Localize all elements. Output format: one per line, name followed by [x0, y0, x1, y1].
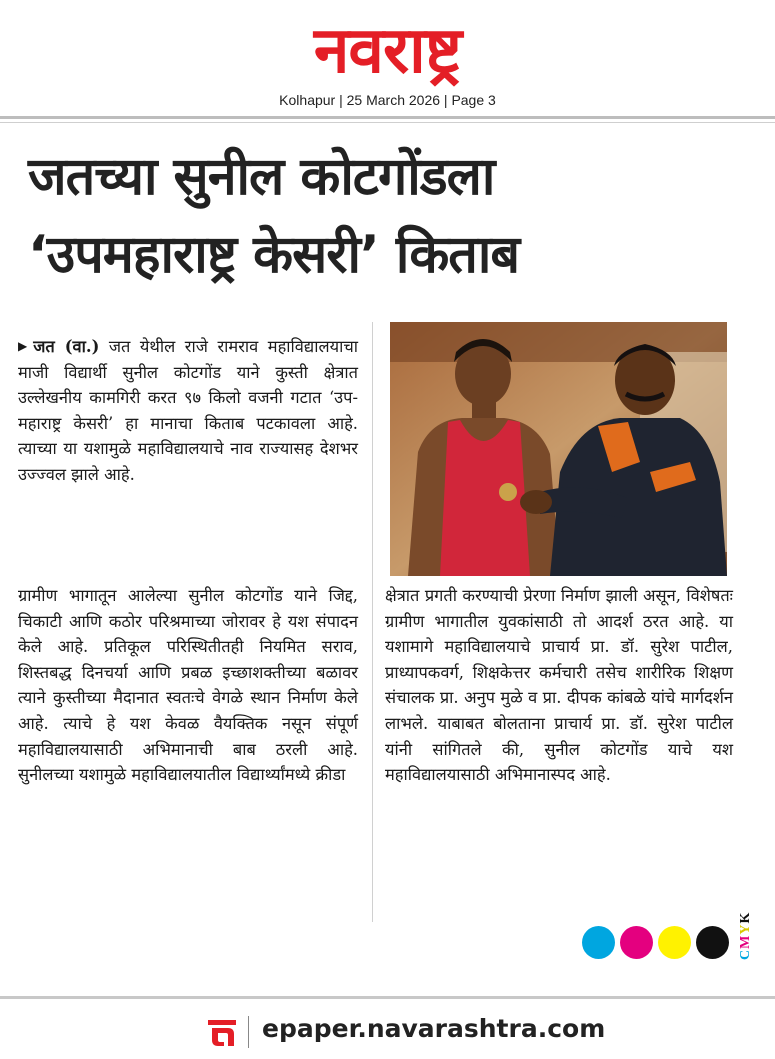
- footer-rule: [0, 996, 775, 999]
- article-column-left: [18, 583, 358, 788]
- article-column-left-top: [18, 334, 358, 488]
- article-column-right: [385, 583, 733, 788]
- masthead-rule: [0, 116, 775, 119]
- footer-separator: [248, 1016, 249, 1048]
- article-headline: [28, 138, 748, 294]
- headline-line-2: ‘उपमहाराष्ट्र केसरी’ किताब: [28, 225, 520, 285]
- headline-line-1: जतच्या सुनील कोटगोंडला: [28, 147, 495, 207]
- wrestler-felicitation-photo: [390, 322, 727, 576]
- masthead: [0, 0, 775, 118]
- masthead-rule-thin: [0, 122, 775, 123]
- lead-triangle-icon: ▶: [18, 339, 28, 353]
- magenta-dot: [620, 926, 653, 959]
- cyan-dot: [582, 926, 615, 959]
- navarashtra-small-logo-icon: [206, 1014, 238, 1048]
- lead-paragraph: [18, 334, 358, 488]
- black-dot: [696, 926, 729, 959]
- footer: [0, 1010, 775, 1054]
- yellow-dot: [658, 926, 691, 959]
- article-photo: [390, 322, 727, 576]
- edition-dateline: Kolhapur | 25 March 2026 | Page 3: [279, 92, 496, 108]
- cmyk-label: CMYK: [738, 911, 753, 960]
- body-paragraph-2: ग्रामीण भागातून आलेल्या सुनील कोटगोंड याने जिद्द, चिकाटी आणि कठोर परिश्रमाच्या जोरावर हे यश संपादन केले आहे. प्रतिकूल परिस्थितीतही नियमित सराव, शिस्तबद्ध दिनचर्या आणि प्रबळ इच्छाशक्तीच्या बळावर त्याने कुस्तीच्या मैदानात स्वतःचे वेगळे स्थान निर्माण केले आहे. त्याचे हे यश केवळ वैयक्तिक नसून संपूर्ण महाविद्यालयासाठी अभिमानाची बाब ठरली आहे. सुनीलच्या यशामुळे महाविद्यालयातील विद्यार्थ्यांमध्ये क्रीडा: [18, 586, 358, 785]
- lead-paragraph-text: जत येथील राजे रामराव महाविद्यालयाचा माजी विद्यार्थी सुनील कोटगोंड याने कुस्ती क्षेत्रात उल्लेखनीय कामगिरी करत ९७ किलो वजनी गटात ‘उप-महाराष्ट्र केसरी’ हा मानाचा किताब पटकावला आहे. त्याच्या या यशामुळे महाविद्यालयाचे नाव राज्यासह देशभर उज्ज्वल झाले आहे.: [18, 337, 358, 484]
- navarashtra-logo: नवराष्ट्र: [313, 14, 462, 88]
- lead-dateline: जत (वा.): [33, 337, 100, 356]
- cmyk-registration-dots: [578, 926, 733, 962]
- epaper-url-link[interactable]: epaper.navarashtra.com: [262, 1014, 606, 1043]
- column-divider: [372, 322, 373, 922]
- body-paragraph-3: क्षेत्रात प्रगती करण्याची प्रेरणा निर्माण झाली असून, विशेषतः ग्रामीण भागातील युवकांसाठी तो आदर्श ठरत आहे. या यशामागे महाविद्यालयाचे प्राचार्य प्रा. डॉ. सुरेश पाटील, प्राध्यापकवर्ग, शिक्षकेत्तर कर्मचारी तसेच शारीरिक शिक्षण संचालक प्रा. अनुप मुळे व प्रा. दीपक कांबळे यांचे मार्गदर्शन लाभले. याबाबत बोलताना प्राचार्य प्रा. डॉ. सुरेश पाटील यांनी सांगितले की, सुनील कोटगोंड याचे यश महाविद्यालयासाठी अभिमानास्पद आहे.: [385, 586, 733, 785]
